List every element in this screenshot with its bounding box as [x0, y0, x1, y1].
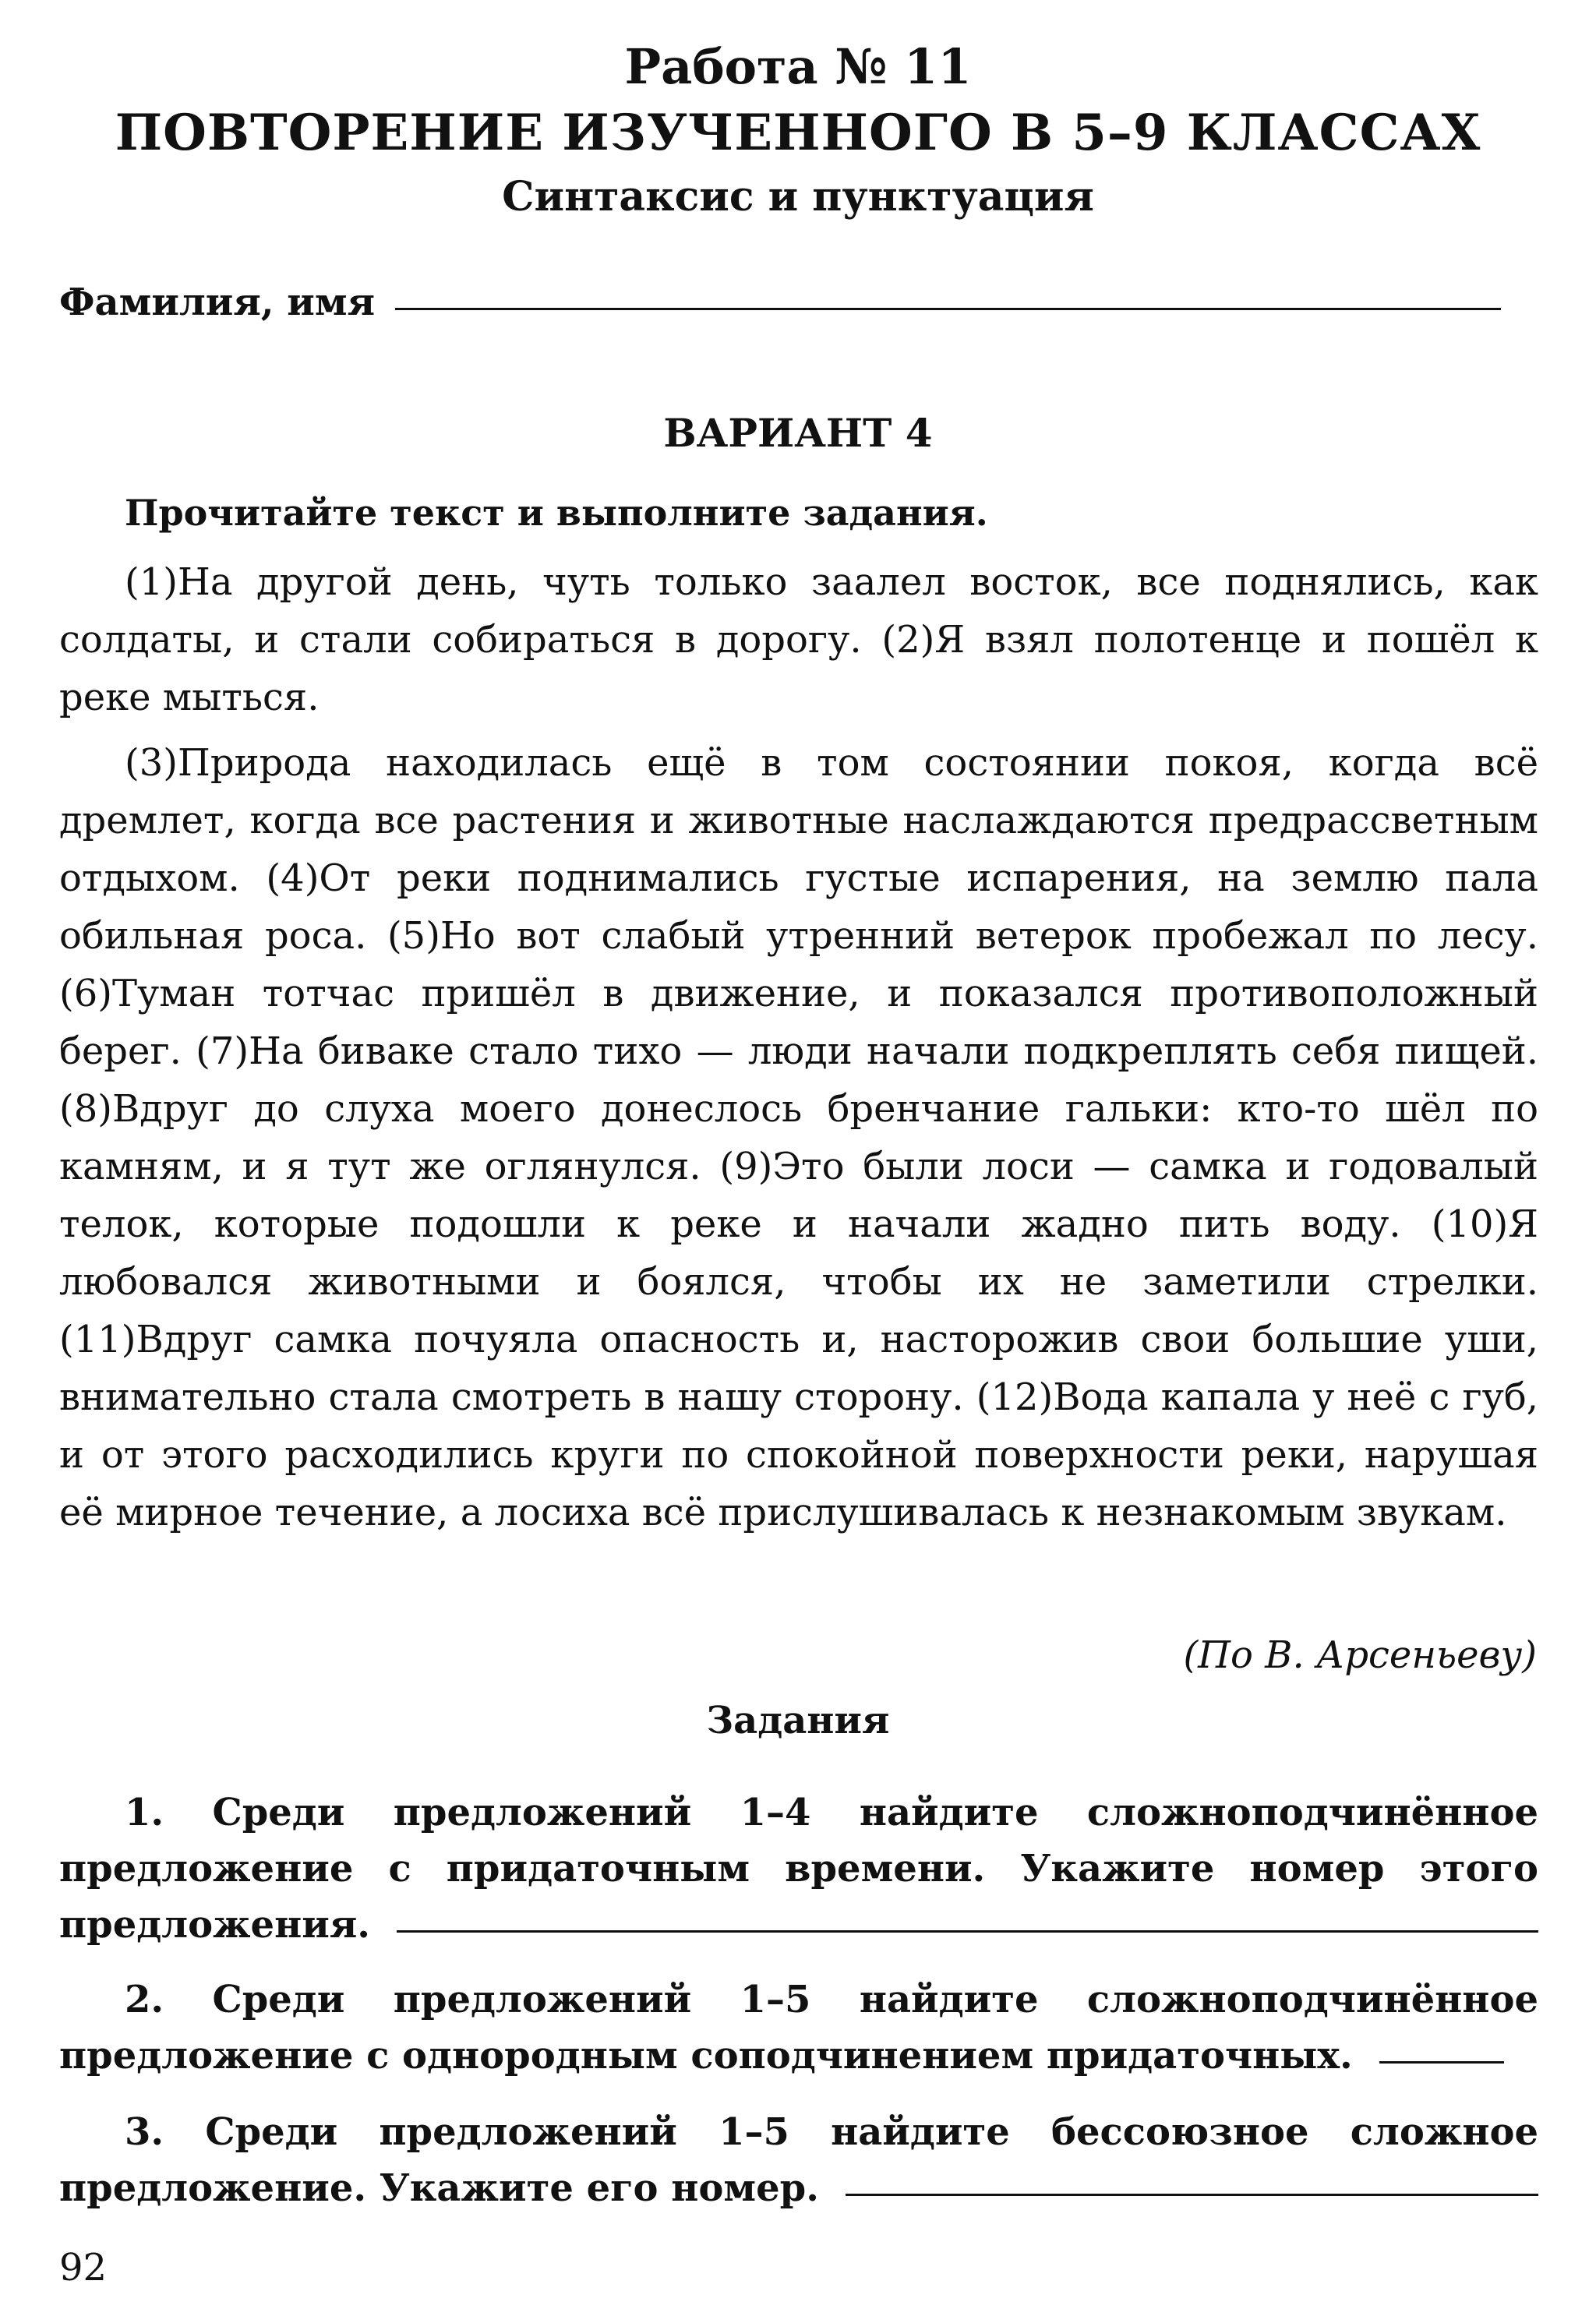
task-item	[59, 2104, 1538, 2216]
task-answer-line[interactable]	[397, 1930, 1538, 1933]
reading-text	[59, 553, 1538, 1541]
task-line: предложения.	[59, 1903, 370, 1947]
task-line: предложение с придаточным времени. Укажите номер этого	[59, 1847, 1538, 1891]
task-line: 1. Среди предложений 1–4 найдите сложноподчинённое	[125, 1791, 1538, 1834]
work-title: Работа № 11	[624, 38, 972, 95]
task-line: 3. Среди предложений 1–5 найдите бессоюзное сложное	[125, 2110, 1538, 2154]
name-answer-line[interactable]	[395, 308, 1501, 310]
text-paragraph: (3)Природа находилась ещё в том состоянии покоя, когда всё дремлет, когда все растения и животные наслаждаются предрассветным отдыхом. (4)От реки поднимались густые испарения, на землю пала обильная роса. (5)Но вот слабый утренний ветерок пробежал по лесу. (6)Туман тотчас пришёл в движение, и показался противоположный берег. (7)На биваке стало тихо — люди начали подкреплять себя пищей. (8)Вдруг до слуха моего донеслось бренчание гальки: кто-то шёл по камням, и я тут же оглянулся. (9)Это были лоси — самка и годовалый телок, которые подошли к реке и начали жадно пить воду. (10)Я любовался животными и боялся, чтобы их не заметили стрелки. (11)Вдруг самка почуяла опасность и, насторожив свои большие уши, внимательно стала смотреть в нашу сторону. (12)Вода капала у неё с губ, и от этого расходились круги по спокойной поверхности реки, нарушая её мирное течение, а лосиха всё прислушивалась к незнакомым звукам.	[59, 741, 1538, 1534]
tasks-heading: Задания	[706, 1699, 890, 1742]
task-answer-row	[59, 2028, 1538, 2084]
task-answer-row	[59, 1897, 1538, 1953]
name-label: Фамилия, имя	[59, 281, 376, 324]
task-answer-line[interactable]	[846, 2194, 1538, 2196]
task-answer-row	[59, 2160, 1538, 2216]
task-item	[59, 1972, 1538, 2084]
instruction-text: Прочитайте текст и выполните задания.	[125, 492, 988, 534]
page-number: 92	[59, 2246, 108, 2290]
task-line: предложение с однородным соподчинением придаточных.	[59, 2034, 1353, 2078]
topic-title: ПОВТОРЕНИЕ ИЗУЧЕННОГО В 5–9 КЛАССАХ	[115, 104, 1481, 162]
student-name-row	[59, 281, 1501, 324]
text-author: (По В. Арсеньеву)	[1183, 1633, 1537, 1677]
task-item	[59, 1785, 1538, 1953]
task-answer-line[interactable]	[1379, 2061, 1504, 2064]
variant-heading: ВАРИАНТ 4	[663, 410, 933, 456]
task-line: предложение. Укажите его номер.	[59, 2166, 819, 2210]
subtopic-title: Синтаксис и пунктуация	[502, 173, 1094, 221]
text-paragraph: (1)На другой день, чуть только заалел восток, все поднялись, как солдаты, и стали собираться в дорогу. (2)Я взял полотенце и пошёл к реке мыться.	[59, 560, 1538, 719]
task-line: 2. Среди предложений 1–5 найдите сложноподчинённое	[125, 1978, 1538, 2021]
